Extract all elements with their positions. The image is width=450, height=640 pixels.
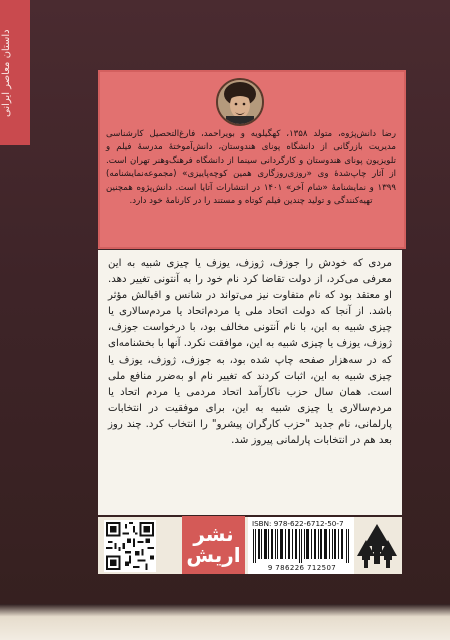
author-photo [216,78,264,126]
publisher-line2: اریش [186,543,241,567]
blurb-text: مردی که خودش را جوزف، ژوزف، یوزف یا چیزی شبیه به این معرفی می‌کرد، از دولت تقاضا کرد نام خود را به آنتونی تغییر دهد. او معتقد بود که نام متفاوت نیز می‌تواند در شانس و اقبالش مؤثر باشد. از آنجا که دولت اتحاد ملی یا مردم‌اتحاد یا مردم‌سالاری یا چیزی شبیه به این، با نام آنتونی مخالف بود، با درخواست جوزف، ژوزف، یوزف یا چیزی شبیه به این، موافقت نکرد. آنها با بخشنامه‌ای که در سه‌هزار صفحه چاپ شده بود، به جوزف، ژوزف، یوزف یا چیزی شبیه به این، اثبات کردند که تغییر نام او به‌ضرر منافع ملی است. همان سال حزب ناکارآمد اتحاد مردمی یا مردم اتحاد یا مردم‌سالاری یا چیزی شبیه به این، برای موفقیت در انتخابات پارلمانی، نام جدید "حزب کارگران پیشرو" را انتخاب کرد. چند روز بعد هم در انتخابات پارلمانی پیروز شد. [108,258,392,447]
publisher-line1: نشر [193,522,234,546]
qr-code [104,520,156,572]
barcode-digits: 9 786226 712507 [267,564,337,572]
paper-edge [0,604,450,640]
author-bio: رضا دانش‌پژوه، متولد ۱۳۵۸، کهگیلویه و بویراحمد، فارغ‌التحصیل کارشناسی مدیریت بازرگانی از دانشگاه پونای هندوستان، دانش‌آموختهٔ مدرسهٔ فیلم و تلویزیون پونای هندوستان و کارگردانی سینما از دانشگاه فرهنگ‌وهنر تهران است. از آثار چاپ‌شدهٔ وی «روزی‌روزگاری همین کوچه‌پاییزی» (مجموعه‌نمایشنامه) ۱۳۹۹ و نمایشنامهٔ «شام آخر» ۱۴۰۱ در انتشارات آتایا است. دانش‌پژوه همچنین تهیه‌کنندگی و تولید چندین فیلم کوتاه و مستند را در کارنامهٔ خود دارد. [106,129,397,207]
publisher-logo [182,516,245,574]
tree-logo-icon [356,522,398,570]
isbn-label: ISBN: 978-622-6712-50-7 [252,519,344,528]
barcode-bars [252,529,350,563]
spine-label: داستان معاصر ایرانی [1,29,12,117]
